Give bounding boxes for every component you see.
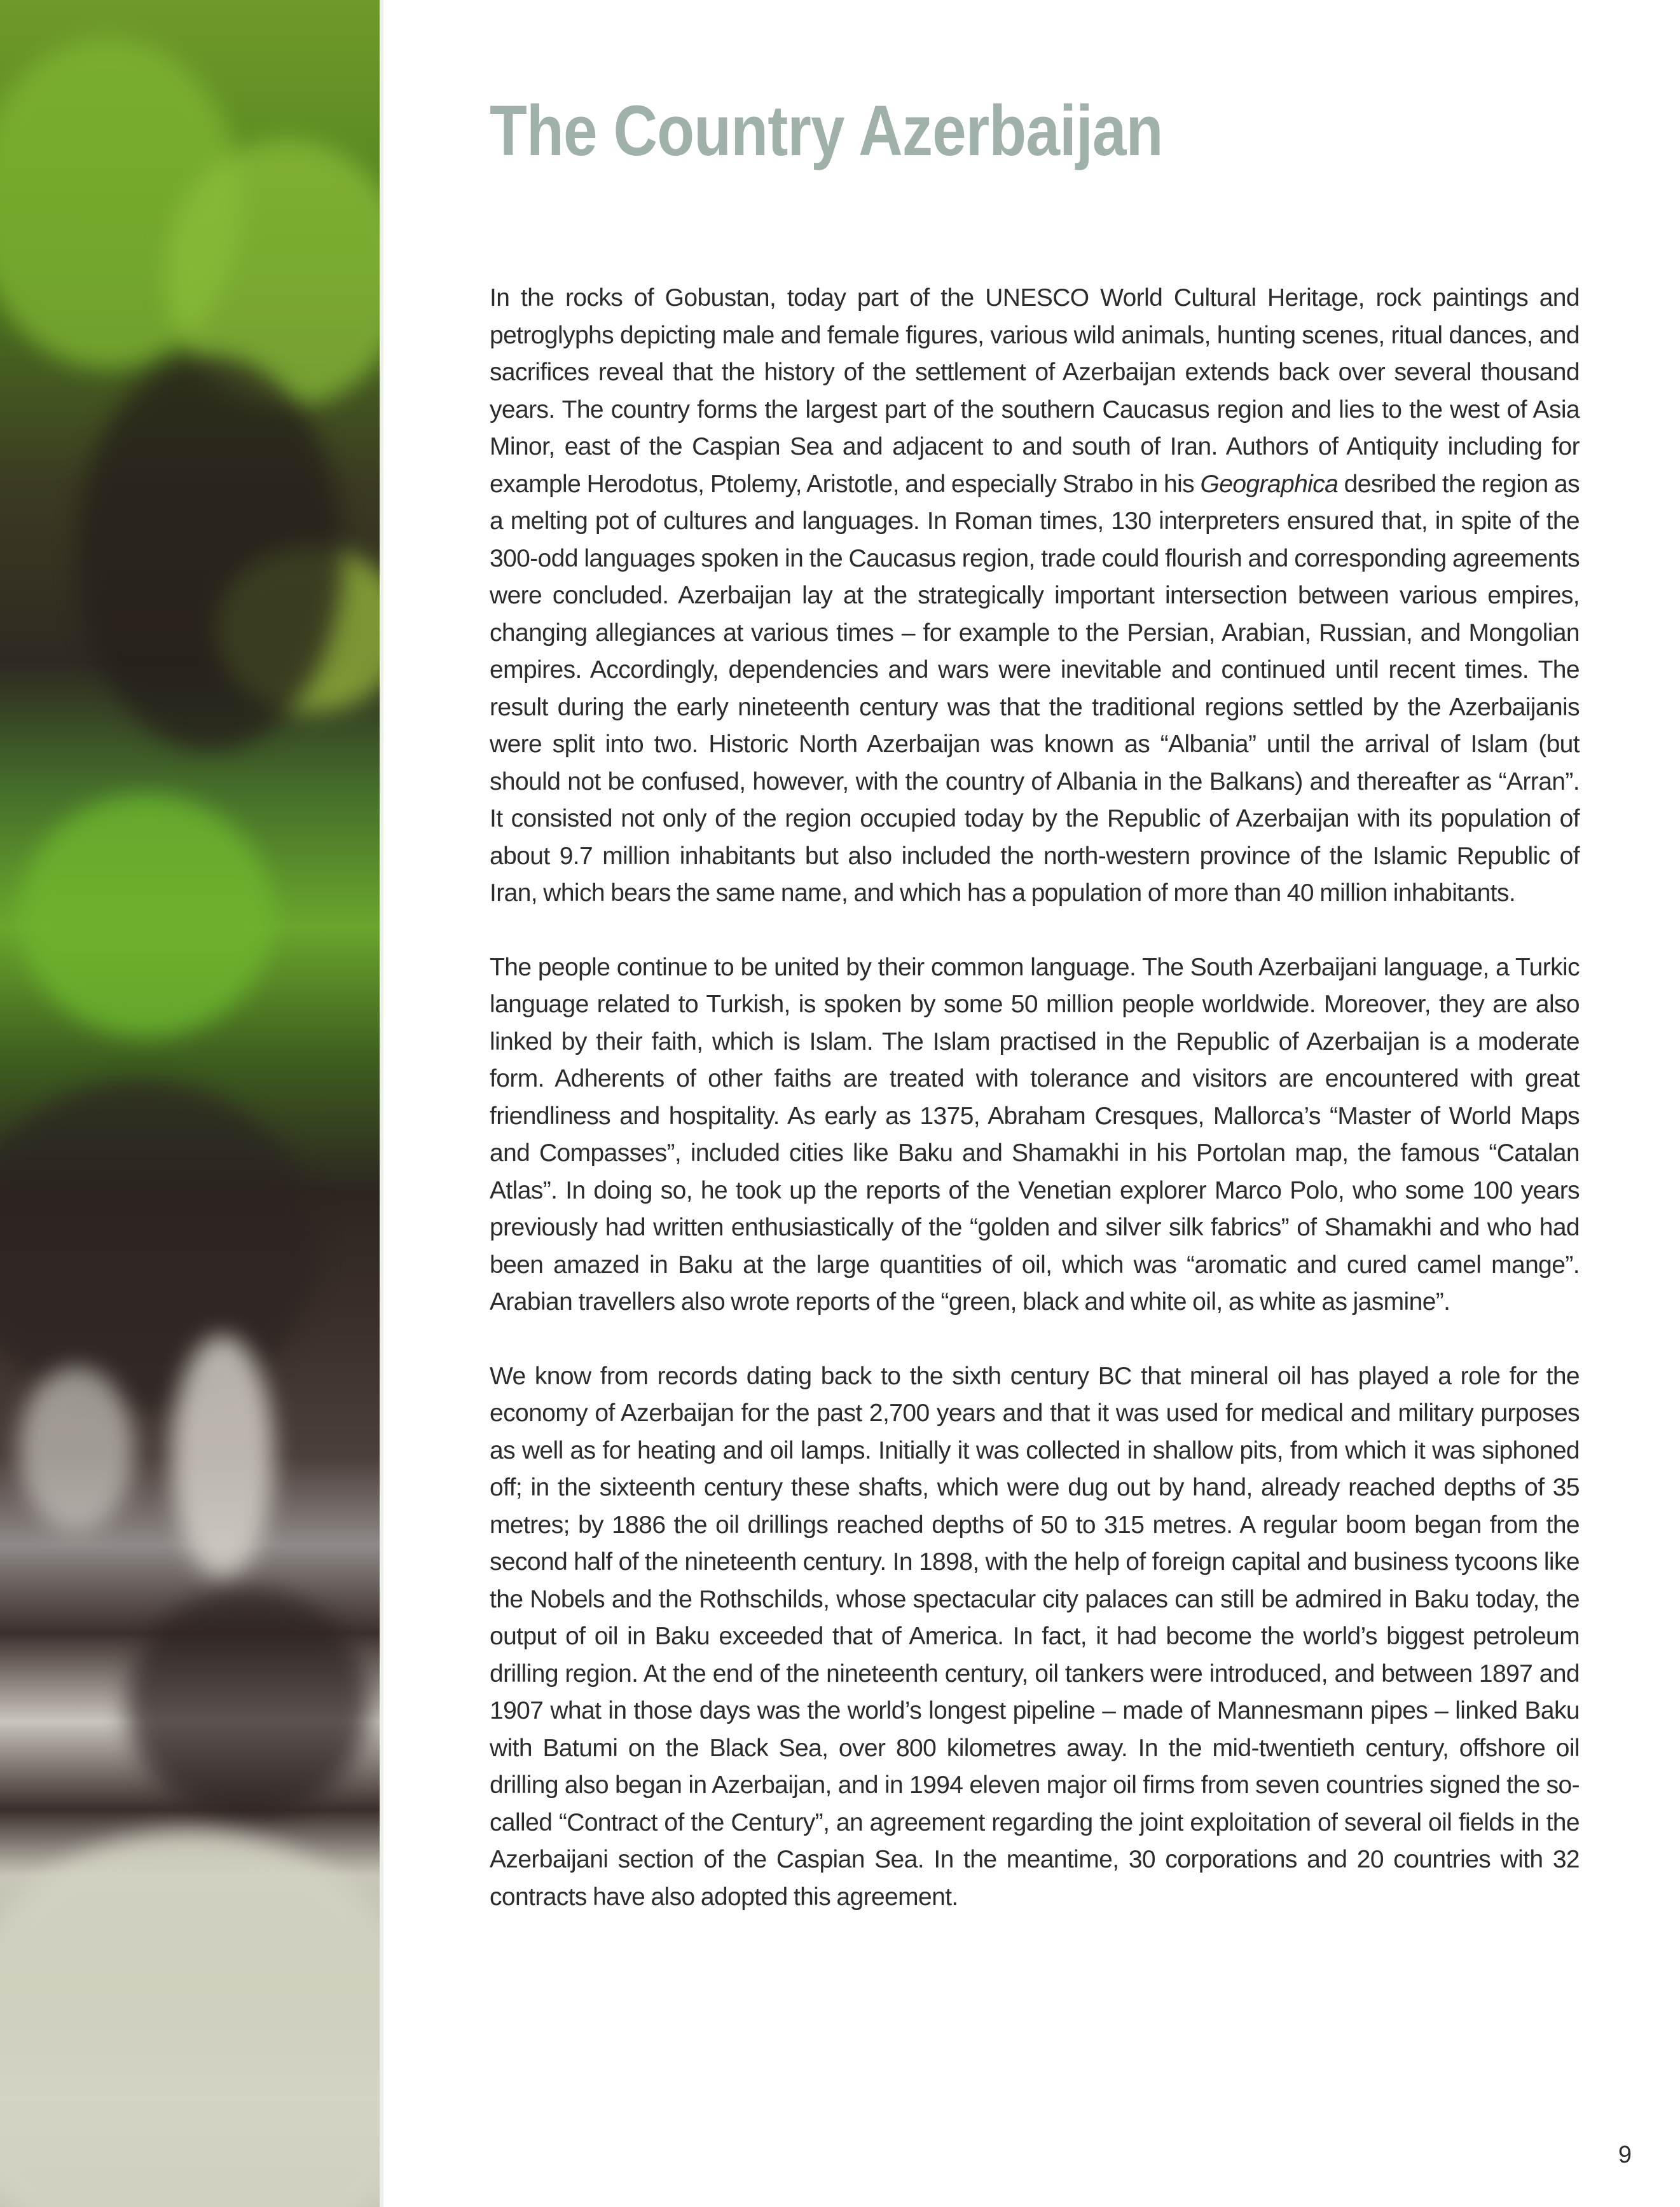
page-title: The Country Azerbaijan — [490, 91, 1163, 170]
body-text — [490, 280, 1580, 1953]
photo-rock-highlight — [19, 1367, 134, 1532]
paragraph-2: The people continue to be united by their common language. The South Azerbaijani language, a Turkic language related to Turkish, is spoken by some 50 million people worldwide. Moreover, they are also linked by their faith, which is Islam. The Islam practised in the Republic of Azerbaijan is a moderate form. Adherents of other faiths are treated with tolerance and visitors are encountered with great friendliness and hospitality. As early as 1375, Abraham Cresques, Mallorca’s “Master of World Maps and Compasses”, included cities like Baku and Shamakhi in his Portolan map, the famous “Catalan Atlas”. In doing so, he took up the reports of the Venetian explorer Marco Polo, who some 100 years previously had written enthusiastically of the “golden and silver silk fabrics” of Shamakhi and who had been amazed in Baku at the large quantities of oil, which was “aromatic and cured camel mange”. Arabian travellers also wrote reports of the “green, black and white oil, as white as jasmine”. — [490, 953, 1580, 1316]
photo-rock-highlight — [172, 1335, 273, 1577]
paragraph-1 — [490, 280, 1580, 912]
photo-water — [0, 1831, 383, 2207]
paragraph-1-part-1: In the rocks of Gobustan, today part of the UNESCO World Cultural Heritage, rock paintings and petroglyphs depicting male and female figures, various wild animals, hunting scenes, ritual dances, and sacrifices reveal that the history of the settlement of Azerbaijan extends back over several thousand years. The country forms the largest part of the southern Caucasus region and lies to the west of Asia Minor, east of the Caspian Sea and adjacent to and south of Iran. Authors of Antiquity including for example Herodotus, Ptolemy, Aristotle, and especially Strabo in his — [490, 284, 1580, 498]
paragraph-1-part-2: desribed the region as a melting pot of cultures and languages. In Roman times, 130 interpreters ensured that, in spite of the 300-odd languages spoken in the Caucasus region, trade could flourish and corresponding agreements were concluded. Azerbaijan lay at the strategically important intersection between various empires, changing allegiances at various times – for example to the Persian, Arabian, Russian, and Mongolian empires. Accordingly, dependencies and wars were inevitable and continued until recent times. The result during the early nineteenth century was that the traditional regions settled by the Azerbaijanis were split into two. Historic North Azerbaijan was known as “Albania” until the arrival of Islam (but should not be confused, however, with the country of Albania in the Balkans) and thereafter as “Arran”. It consisted not only of the region occupied today by the Republic of Azerbaijan with its population of about 9.7 million inhabitants but also included the north-western province of the Islamic Republic of Iran, which bears the same name, and which has a population of more than 40 million inhabitants. — [490, 470, 1580, 907]
landscape-photo — [0, 0, 383, 2207]
page-number: 9 — [1618, 2142, 1632, 2168]
photo-edge — [380, 0, 383, 2207]
paragraph-3: We know from records dating back to the sixth century BC that mineral oil has played a role for the economy of Azerbaijan for the past 2,700 years and that it was used for medical and military purposes as well as for heating and oil lamps. Initially it was collected in shallow pits, from which it was siphoned off; in the sixteenth century these shafts, which were dug out by hand, already reached depths of 35 metres; by 1886 the oil drillings reached depths of 50 to 315 metres. A regular boom began from the second half of the nineteenth century. In 1898, with the help of foreign capital and business tycoons like the Nobels and the Rothschilds, whose spectacular city palaces can still be admired in Baku today, the output of oil in Baku exceeded that of America. In fact, it had become the world’s biggest petroleum drilling region. At the end of the nineteenth century, oil tankers were introduced, and between 1897 and 1907 what in those days was the world’s longest pipeline – made of Mannesmann pipes – linked Baku with Batumi on the Black Sea, over 800 kilometres away. In the mid-twentieth century, offshore oil drilling also began in Azerbaijan, and in 1994 eleven major oil firms from seven countries signed the so-called “Contract of the Century”, an agreement regarding the joint exploitation of several oil fields in the Azerbaijani section of the Caspian Sea. In the meantime, 30 corporations and 20 countries with 32 contracts have also adopted this agreement. — [490, 1362, 1580, 1911]
photo-rock-shadow — [76, 356, 343, 750]
photo-rock-shadow — [0, 1081, 318, 1412]
geographica-italic: Geographica — [1200, 470, 1339, 498]
photo-rock-shadow — [127, 1590, 369, 1819]
photo-foliage-patch — [19, 795, 273, 1036]
